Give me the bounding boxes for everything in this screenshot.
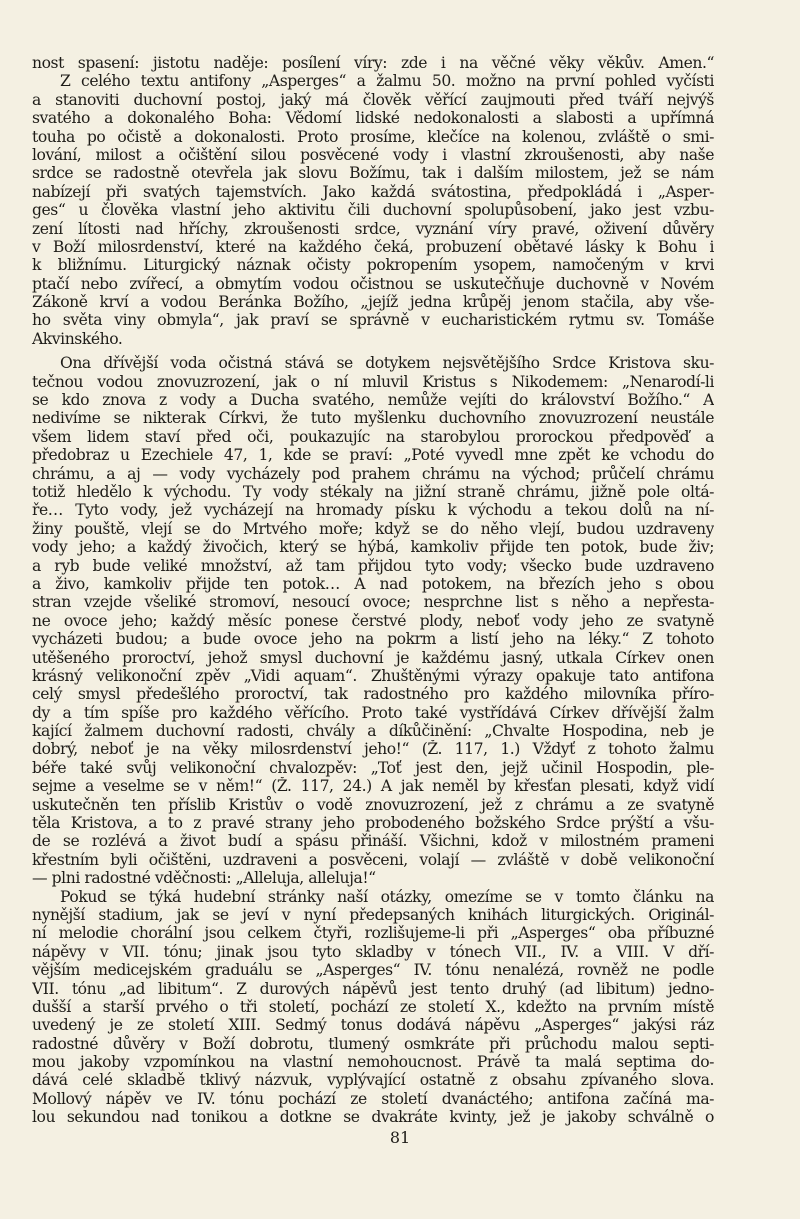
text-line: Mollový nápěv ve IV. tónu pochází ze století dvanáctého; antifona začíná ma- [32, 1089, 714, 1108]
text-line: dy a tím spíše pro každého věřícího. Proto také vystřídává Církev dřívější žalm [32, 703, 714, 722]
text-line: béře také svůj velikonoční chvalozpěv: „Toť jest den, jejž učinil Hospodin, ple- [32, 758, 714, 777]
text-line: mou jakoby vzpomínkou na vlastní nemohoucnost. Právě ta malá septima do- [32, 1053, 714, 1072]
text-line: uvedený je ze století XIII. Sedmý tonus dodává nápěvu „Asperges“ jakýsi ráz [32, 1016, 714, 1035]
text-line: a stanoviti duchovní postoj, jaký má člověk věřící zaujmouti před tváří nejvýš [32, 90, 714, 109]
text-line: svatého a dokonalého Boha: Vědomí lidské nedokonalosti a slabosti a upřímná [32, 109, 714, 128]
text-line: a ryb bude veliké množství, až tam přijdou tyto vody; všecko bude uzdraveno [32, 556, 714, 575]
text-line: zení lítosti nad hříchy, zkroušenosti srdce, vyznání víry pravé, oživení důvěry [32, 219, 714, 238]
text-line: vějším medicejském graduálu se „Asperges“ IV. tónu nenalézá, rovněž ne podle [32, 961, 714, 980]
text-line: v Boží milosrdenství, které na každého čeká, probuzení obětavé lásky k Bohu i [32, 237, 714, 256]
text-line: krásný velikonoční zpěv „Vidi aquam“. Zhuštěnými výrazy opakuje tato antifona [32, 666, 714, 685]
text-line: Ona dřívější voda očistná stává se dotykem nejsvětějšího Srdce Kristova sku- [60, 354, 714, 373]
paragraph-3 [32, 888, 714, 1127]
text-line: ptačí nebo zvířecí, a obmytím vodou očistnou se uskutečňuje duchovně v Novém [32, 274, 714, 293]
page-body [32, 54, 714, 1127]
text-line: předobraz u Ezechiele 47, 1, kde se praví: „Poté vyvedl mne zpět ke vchodu do [32, 446, 714, 465]
text-line: vycházeti budou; a bude ovoce jeho na pokrm a listí jeho na léky.“ Z tohoto [32, 630, 714, 649]
text-line: utěšeného proroctví, jehož smysl duchovní je každému jasný, utkala Církev onen [32, 648, 714, 667]
text-line: chrámu, a aj — vody vycházely pod prahem chrámu na východ; průčelí chrámu [32, 464, 714, 483]
text-line: nedivíme se nikterak Církvi, že tuto myšlenku duchovního znovuzrození neustále [32, 409, 714, 428]
text-line: VII. tónu „ad libitum“. Z durových nápěvů jest tento druhý (ad libitum) jedno- [32, 979, 714, 998]
text-line: nabízejí při svatých tajemstvích. Jako každá svátostina, předpokládá i „Asper- [32, 182, 714, 201]
text-line: touha po očistě a dokonalosti. Proto prosíme, klečíce na kolenou, zvláště o smi- [32, 127, 714, 146]
text-line: totiž hledělo k východu. Ty vody stékaly na jižní straně chrámu, jižně pole oltá- [32, 482, 714, 501]
text-line: a živo, kamkoliv přijde ten potok… A nad potokem, na březích jeho s obou [32, 574, 714, 593]
text-line: žiny pouště, vlejí se do Mrtvého moře; když se do něho vlejí, budou uzdraveny [32, 519, 714, 538]
text-line: křestním byli očištěni, uzdraveni a posvěceni, volají — zvláště v době velikonoční [32, 850, 714, 869]
text-line: k bližnímu. Liturgický náznak očisty pokropením ysopem, namočeným v krvi [32, 256, 714, 275]
text-line: dušší a starší prvého o tři století, pochází ze století X., kdežto na prvním místě [32, 997, 714, 1016]
text-line: kající žalmem duchovní radosti, chvály a díkůčinění: „Chvalte Hospodina, neb je [32, 722, 714, 741]
text-line: nost spasení: jistotu naděje: posílení víry: zde i na věčné věky věkův. Amen.“ [32, 54, 714, 72]
text-line: ní melodie chorální jsou celkem čtyři, rozlišujeme-li při „Asperges“ oba příbuzné [32, 924, 714, 943]
text-line: lování, milost a očištění silou posvěcené vody i vlastní zkroušenosti, aby naše [32, 145, 714, 164]
text-line: stran vzejde všeliké stromoví, nesoucí ovoce; nesprchne list s něho a nepřesta- [32, 593, 714, 612]
text-line: uskutečněn ten příslib Kristův o vodě znovuzrození, jež z chrámu a ze svatyně [32, 795, 714, 814]
text-line: všem lidem staví před oči, poukazujíc na starobylou prorockou předpověď a [32, 427, 714, 446]
text-line: ře… Tyto vody, jež vycházejí na hromady písku k východu a tekou dolů na ní- [32, 501, 714, 520]
text-line: sejme a veselme se v něm!“ (Ž. 117, 24.) A jak neměl by křesťan plesati, když vidí [32, 777, 714, 796]
text-line: de se rozlévá a život budí a spásu přináší. Všichni, kdož v milostném prameni [32, 832, 714, 851]
text-line: ges“ u člověka vlastní jeho aktivitu čili duchovní spolupůsobení, jako jest vzbu- [32, 201, 714, 220]
page-number: 81 [389, 1128, 411, 1147]
text-line: dobrý, neboť je na věky milosrdenství jeho!“ (Ž. 117, 1.) Vždyť z tohoto žalmu [32, 740, 714, 759]
text-line: Pokud se týká hudební stránky naší otázky, omezíme se v tomto článku na [60, 887, 714, 906]
text-line: tečnou vodou znovuzrození, jak o ní mluvil Kristus s Nikodemem: „Nenarodí-li [32, 372, 714, 391]
text-line: lou sekundou nad tonikou a dotkne se dvakráte kvinty, jež je jakoby schválně o [32, 1108, 714, 1127]
text-line: srdce se radostně otevřela jak slovu Božímu, tak i dalším milostem, jež se nám [32, 164, 714, 183]
text-line: nápěvy v VII. tónu; jinak jsou tyto skladby v tónech VII., IV. a VIII. V dří- [32, 942, 714, 961]
text-line: ne ovoce jeho; každý měsíc ponese čerstvé plody, neboť vody jeho ze svatyně [32, 611, 714, 630]
text-line: vody jeho; a každý živočich, který se hýbá, kamkoliv přijde ten potok, bude živ; [32, 538, 714, 557]
paragraph-1 [32, 54, 714, 348]
text-line: celý smysl předešlého proroctví, tak radostného pro každého milovníka příro- [32, 685, 714, 704]
paragraph-2 [32, 354, 714, 887]
text-line: ho světa viny obmyla“, jak praví se správně v eucharistickém rytmu sv. Tomáše [32, 311, 714, 330]
text-line: dává celé skladbě tklivý názvuk, vyplývající ostatně z obsahu zpívaného slova. [32, 1071, 714, 1090]
text-line: Z celého textu antifony „Asperges“ a žalmu 50. možno na první pohled vyčísti [60, 72, 714, 91]
text-line: radostné důvěry v Boží dobrotu, tlumený osmkráte při průchodu malou septi- [32, 1034, 714, 1053]
text-line: — plni radostné vděčnosti: „Alleluja, alleluja!“ [32, 869, 376, 888]
text-line: nynější stadium, jak se jeví v nyní předepsaných knihách liturgických. Originál- [32, 905, 714, 924]
text-line: se kdo znova z vody a Ducha svatého, nemůže vejíti do království Božího.“ A [32, 391, 714, 410]
text-line: Akvinského. [32, 329, 123, 348]
text-line: Zákoně krví a vodou Beránka Božího, „jejíž jedna krůpěj jenom stačila, aby vše- [32, 293, 714, 312]
text-line: těla Kristova, a to z pravé strany jeho probodeného božského Srdce prýští a všu- [32, 814, 714, 833]
